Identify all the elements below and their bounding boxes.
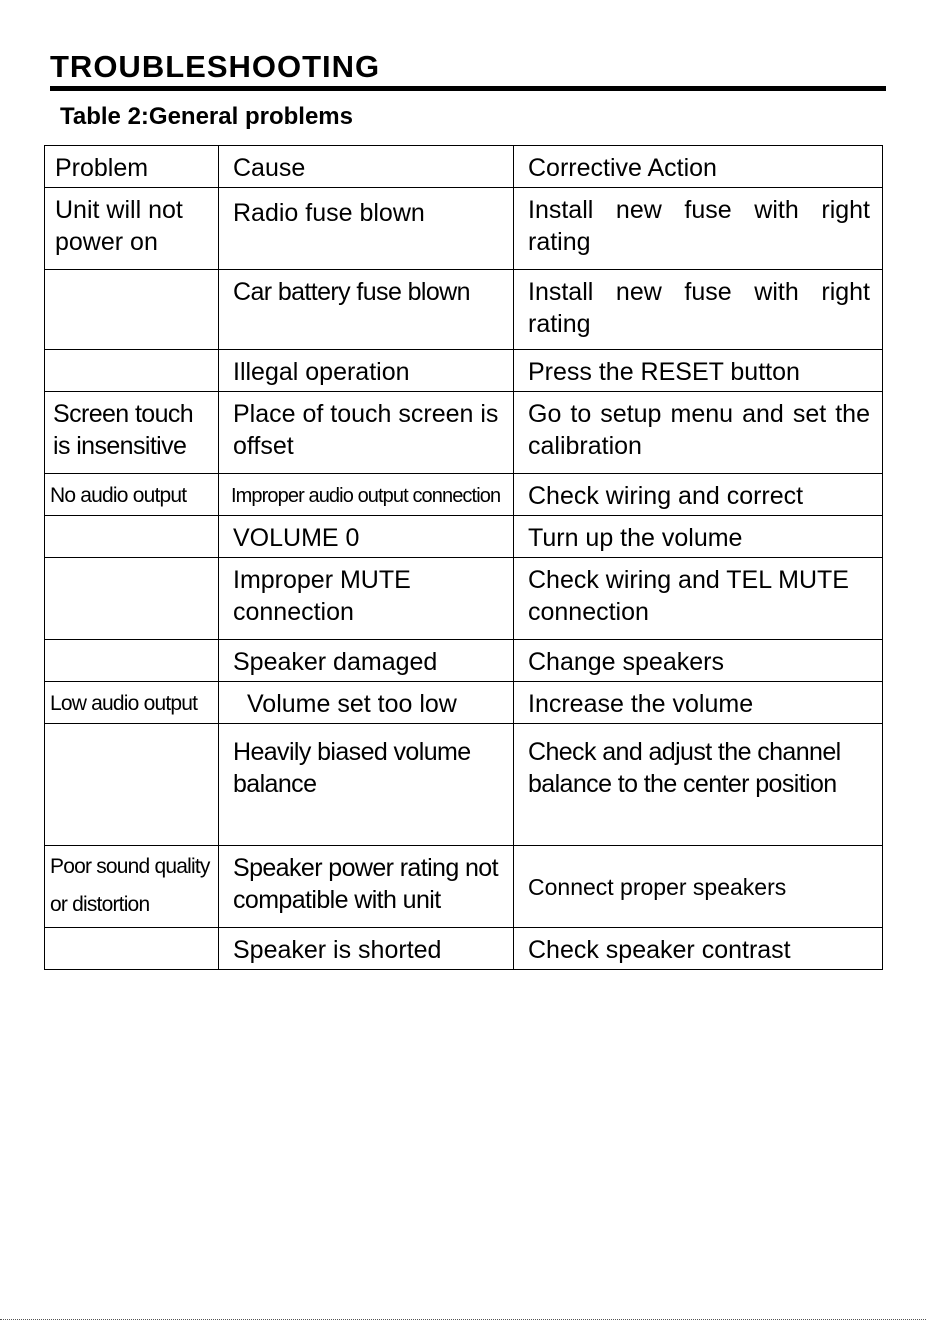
action-cell: Change speakers (514, 640, 883, 682)
table-row (45, 516, 883, 558)
cause-cell: VOLUME 0 (219, 516, 514, 558)
table-row (45, 846, 883, 928)
cause-cell: Speaker is shorted (219, 928, 514, 970)
action-cell: Check and adjust the channel balance to the center position (514, 724, 883, 846)
action-cell: Turn up the volume (514, 516, 883, 558)
cause-cell: Radio fuse blown (219, 188, 514, 270)
cause-cell: Speaker power rating not compatible with unit (219, 846, 514, 928)
cause-cell: Heavily biased volume balance (219, 724, 514, 846)
problem-cell (45, 350, 219, 392)
action-cell: Increase the volume (514, 682, 883, 724)
table-row (45, 682, 883, 724)
table-row (45, 558, 883, 640)
cause-cell: Car battery fuse blown (219, 270, 514, 350)
title-rule (50, 86, 886, 91)
table-caption: Table 2:General problems (60, 103, 353, 130)
table-row (45, 270, 883, 350)
table-row (45, 928, 883, 970)
column-header-problem: Problem (45, 146, 219, 188)
action-cell: Press the RESET button (514, 350, 883, 392)
table-row (45, 474, 883, 516)
table-row (45, 350, 883, 392)
cause-cell: Improper MUTE connection (219, 558, 514, 640)
page-bottom-rule (0, 1319, 926, 1320)
problem-cell (45, 516, 219, 558)
table-row (45, 724, 883, 846)
action-cell: Check wiring and correct (514, 474, 883, 516)
action-cell: Go to setup menu and set the calibration (514, 392, 883, 474)
table-row (45, 188, 883, 270)
problem-cell: Screen touch is insensitive (45, 392, 219, 474)
problem-cell: Low audio output (45, 682, 219, 724)
problem-cell (45, 640, 219, 682)
cause-cell: Illegal operation (219, 350, 514, 392)
troubleshooting-table (44, 145, 883, 970)
problem-cell: No audio output (45, 474, 219, 516)
action-cell: Install new fuse with right rating (514, 188, 883, 270)
action-cell: Check speaker contrast (514, 928, 883, 970)
problem-cell: Poor sound quality or distortion (45, 846, 219, 928)
table-row (45, 640, 883, 682)
table-row (45, 392, 883, 474)
problem-cell (45, 928, 219, 970)
page-title: TROUBLESHOOTING (50, 49, 381, 84)
problem-cell (45, 270, 219, 350)
column-header-cause: Cause (219, 146, 514, 188)
cause-cell: Improper audio output connection (219, 474, 514, 516)
problem-cell: Unit will not power on (45, 188, 219, 270)
column-header-action: Corrective Action (514, 146, 883, 188)
action-cell: Install new fuse with right rating (514, 270, 883, 350)
table-header-row (45, 146, 883, 188)
cause-cell: Volume set too low (219, 682, 514, 724)
cause-cell: Place of touch screen is offset (219, 392, 514, 474)
problem-cell (45, 724, 219, 846)
action-cell: Check wiring and TEL MUTE connection (514, 558, 883, 640)
action-cell: Connect proper speakers (514, 846, 883, 928)
cause-cell: Speaker damaged (219, 640, 514, 682)
problem-cell (45, 558, 219, 640)
